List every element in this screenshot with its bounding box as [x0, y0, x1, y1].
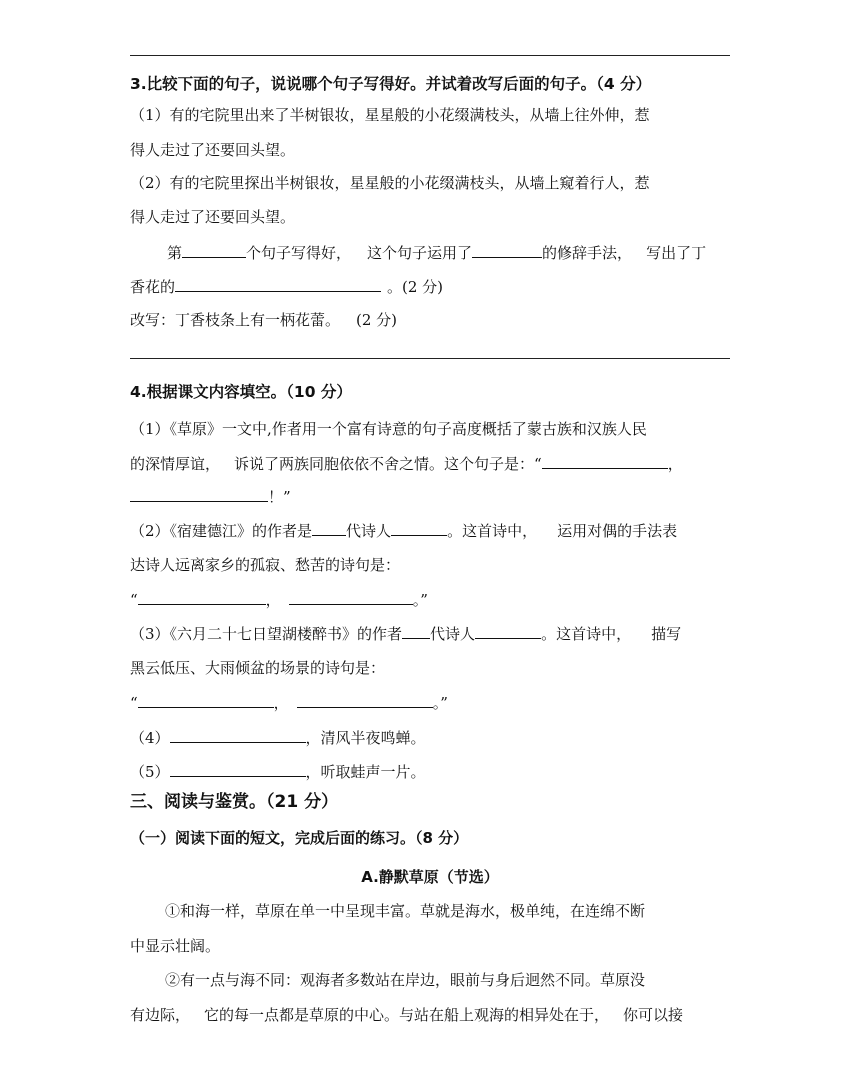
q4-item3-line3: “ ， 。” — [130, 694, 448, 712]
blank[interactable] — [175, 276, 381, 292]
q4-item3-line1: （3）《六月二十七日望湖楼醉书》的作者 代诗人 。这首诗中， 描写 — [130, 625, 682, 643]
blank[interactable] — [138, 589, 266, 605]
q4-item2-line2: 达诗人远离家乡的孤寂、愁苦的诗句是： — [130, 556, 401, 574]
passage-title: A.静默草原（节选） — [361, 868, 499, 886]
q3-sentence2-line1: （2）有的宅院里探出半树银妆，星星般的小花缀满枝头，从墙上窥着行人，惹 — [130, 174, 650, 192]
q3-rewrite: 改写：丁香枝条上有一柄花蕾。 (2 分) — [130, 311, 398, 329]
blank[interactable] — [475, 623, 541, 639]
mid-divider — [130, 358, 730, 359]
blank[interactable] — [170, 727, 306, 743]
q4-item4: （4） ，清风半夜鸣蝉。 — [130, 729, 426, 747]
q4-item3-line2: 黑云低压、大雨倾盆的场景的诗句是： — [130, 659, 386, 677]
passage-p1-line1: ①和海一样，草原在单一中呈现丰富。草就是海水，极单纯，在连绵不断 — [165, 902, 646, 920]
passage-p1-line2: 中显示壮阔。 — [130, 937, 221, 955]
blank[interactable] — [138, 692, 274, 708]
q4-item1-line3: ！” — [130, 486, 730, 507]
blank[interactable] — [130, 486, 268, 502]
blank[interactable] — [297, 692, 433, 708]
passage-p2-line2: 有边际， 它的每一点都是草原的中心。与站在船上观海的相异处在于， 你可以接 — [130, 1006, 684, 1024]
blank[interactable] — [402, 623, 430, 639]
section3-subheading: （一）阅读下面的短文，完成后面的练习。（8 分） — [130, 829, 469, 847]
section3-heading: 三、阅读与鉴赏。（21 分） — [130, 792, 339, 812]
q3-fill-line1: 第 个句子写得好， 这个句子运用了 的修辞手法， 写出了丁 — [167, 244, 707, 262]
blank[interactable] — [312, 520, 346, 536]
q4-item1-line1: （1）《草原》一文中,作者用一个富有诗意的句子高度概括了蒙古族和汉族人民 — [130, 420, 647, 438]
q4-item5: （5） ，听取蛙声一片。 — [130, 763, 426, 781]
q4-item2-line1: （2）《宿建德江》的作者是 代诗人 。这首诗中， 运用对偶的手法表 — [130, 522, 678, 540]
q3-sentence1-line1: （1）有的宅院里出来了半树银妆，星星般的小花缀满枝头，从墙上往外伸，惹 — [130, 106, 650, 124]
q4-title: 4.根据课文内容填空。（10 分） — [130, 383, 352, 401]
q3-fill-line2: 香花的 。(2 分) — [130, 278, 444, 296]
passage-p2-line1: ②有一点与海不同：观海者多数站在岸边，眼前与身后迥然不同。草原没 — [165, 971, 646, 989]
q4-item1-line2: 的深情厚谊， 诉说了两族同胞依依不舍之情。这个句子是：“ ， — [130, 455, 683, 473]
q3-sentence2-line2: 得人走过了还要回头望。 — [130, 208, 296, 226]
blank[interactable] — [391, 520, 447, 536]
blank[interactable] — [182, 242, 246, 258]
q3-sentence1-line2: 得人走过了还要回头望。 — [130, 141, 296, 159]
top-divider — [130, 55, 730, 56]
blank[interactable] — [289, 589, 413, 605]
blank[interactable] — [170, 761, 306, 777]
q3-title: 3.比较下面的句子，说说哪个句子写得好。并试着改写后面的句子。（4 分） — [130, 75, 652, 93]
blank[interactable] — [472, 242, 542, 258]
blank[interactable] — [542, 453, 668, 469]
q4-item2-line3: “ ， 。” — [130, 591, 428, 609]
